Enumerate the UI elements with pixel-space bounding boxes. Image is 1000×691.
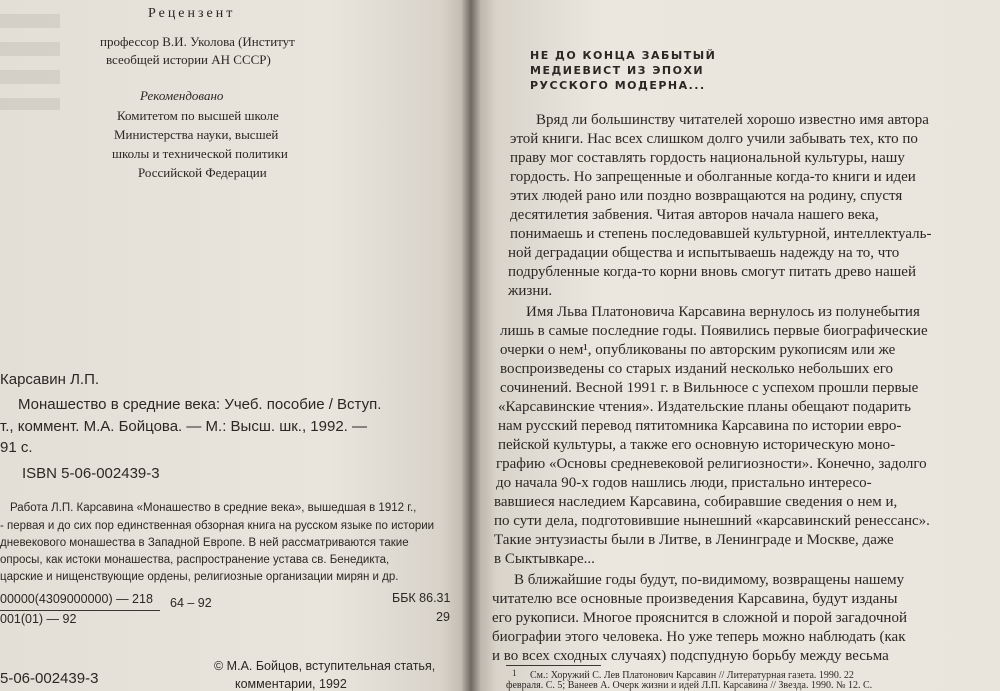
body-line: сочинений. Весной 1991 г. в Вильнюсе с успехом прошли первые xyxy=(500,380,919,396)
recommended-line: Министерства науки, высшей xyxy=(114,127,279,142)
body-line: этих людей рано или поздно возвращаются на родину, спустя xyxy=(510,188,903,204)
isbn: ISBN 5-06-002439-3 xyxy=(22,465,160,482)
body-line: лишь в самые последние годы. Появились первые биографические xyxy=(500,323,928,339)
body-line: В ближайшие годы будут, по-видимому, возвращены нашему xyxy=(514,572,905,588)
copyright-line: комментарии, 1992 xyxy=(235,677,347,691)
body-line: десятилетия забвения. Читая авторов начала нашего века, xyxy=(510,207,879,223)
body-line: вавшиеся наследием Карсавина, собиравшие сведения о нем и, xyxy=(494,494,898,510)
body-line: «Карсавинские чтения». Издательские планы обещают подарить xyxy=(498,399,911,415)
code-line-suffix: 64 – 92 xyxy=(170,596,212,610)
footnote-separator xyxy=(506,665,601,666)
left-page xyxy=(0,0,470,691)
body-line: гордость. Но запрещенные и оболганные когда-то книги и идеи xyxy=(510,169,916,185)
body-line: его рукописи. Многое прояснится в сложной и порой загадочной xyxy=(492,610,907,626)
body-line: Вряд ли большинству читателей хорошо известно имя автора xyxy=(536,112,929,128)
reviewer-line: профессор В.И. Уколова (Институт xyxy=(100,34,295,49)
body-line: биографии этого человека. Но уже теперь можно наблюдать (как xyxy=(492,629,906,645)
catalog-line: Монашество в средние века: Учеб. пособие / Вступ. xyxy=(18,396,382,413)
recommended-line: школы и технической политики xyxy=(112,146,288,161)
right-page xyxy=(470,0,1000,691)
body-line: понимаешь и степень последовавшей культурной, интеллектуаль- xyxy=(510,226,932,242)
bbk-code: ББК 86.31 xyxy=(392,591,451,605)
annotation-line: опросы, как истоки монашества, распространение устава св. Бенедикта, xyxy=(0,554,390,566)
bbk-number: 29 xyxy=(436,610,450,624)
body-line: пейской культуры, а также его основную историческую моно- xyxy=(498,437,896,453)
book-gutter xyxy=(462,0,480,691)
body-line: Такие энтузиасты были в Литве, в Ленинграде и Москве, даже xyxy=(494,532,894,548)
catalog-line: 91 с. xyxy=(0,439,33,456)
footnote-line: февраля. С. 5; Ванеев А. Очерк жизни и идей Л.П. Карсавина // Звезда. 1990. № 12. С. xyxy=(506,680,873,691)
body-line: Имя Льва Платоновича Карсавина вернулось из полунебытия xyxy=(526,304,920,320)
annotation-line: дневекового монашества в Западной Европе. В ней рассматриваются такие xyxy=(0,537,409,549)
recommended-line: Комитетом по высшей школе xyxy=(117,108,279,123)
catalog-line: т., коммент. М.А. Бойцова. — М.: Высш. шк., 1992. — xyxy=(0,418,368,435)
code-underline xyxy=(0,610,160,611)
recommended-heading: Рекомендовано xyxy=(140,88,224,103)
recommended-line: Российской Федерации xyxy=(138,165,267,180)
annotation-line: царские и нищенствующие ордены, религиозные организации мирян и др. xyxy=(0,571,399,583)
body-line: жизни. xyxy=(508,283,553,299)
body-line: читателю все основные произведения Карсавина, будут изданы xyxy=(492,591,898,607)
copyright-line: © М.А. Бойцов, вступительная статья, xyxy=(214,659,436,673)
body-line: воспроизведены со старых изданий несколько небольших его xyxy=(500,361,894,377)
bleed-through-text xyxy=(0,0,60,110)
body-line: ной деградации общества и испытываешь надежду на то, что xyxy=(508,245,900,261)
body-line: праву мог составлять гордость национальной культуры, нашу xyxy=(510,150,905,166)
chapter-title-line: РУССКОГО МОДЕРНА... xyxy=(530,79,706,92)
code-line: 00000(4309000000) — 218 xyxy=(0,592,153,606)
body-line: графию «Основы средневековой религиозности». Конечно, задолго xyxy=(496,456,927,472)
reviewer-heading: Рецензент xyxy=(148,6,236,21)
body-line: этой книги. Нас всех слишком долго учили забывать тех, кто по xyxy=(510,131,918,147)
footnote-number: 1 xyxy=(512,668,517,678)
footnote-line: См.: Хоружий С. Лев Платонович Карсавин // Литературная газета. 1990. 22 xyxy=(530,670,854,681)
body-line: до начала 90-х годов нашлись люди, пристально интересо- xyxy=(496,475,872,491)
body-line: нам русский перевод пятитомника Карсавина по истории евро- xyxy=(498,418,902,434)
code-line: 001(01) — 92 xyxy=(0,612,77,626)
reviewer-line: всеобщей истории АН СССР) xyxy=(106,52,271,67)
body-line: и во всех сходных случаях) подспудную борьбу между весьма xyxy=(492,648,889,664)
annotation-line: - первая и до сих пор единственная обзорная книга на русском языке по истории xyxy=(0,520,435,532)
chapter-title-line: НЕ ДО КОНЦА ЗАБЫТЫЙ xyxy=(530,49,717,62)
body-line: очерки о нем¹, опубликованы по авторским рукописям или же xyxy=(500,342,896,358)
isbn-bottom: 5-06-002439-3 xyxy=(0,670,99,687)
body-line: по сути дела, подготовившие нынешний «карсавинский ренессанс». xyxy=(494,513,930,529)
annotation-line: Работа Л.П. Карсавина «Монашество в средние века», вышедшая в 1912 г., xyxy=(10,502,417,514)
catalog-author: Карсавин Л.П. xyxy=(0,371,100,388)
body-line: подрубленные когда-то корни вновь смогут питать древо нашей xyxy=(508,264,916,280)
chapter-title-line: МЕДИЕВИСТ ИЗ ЭПОХИ xyxy=(530,64,705,77)
body-line: в Сыктывкаре... xyxy=(494,551,595,567)
